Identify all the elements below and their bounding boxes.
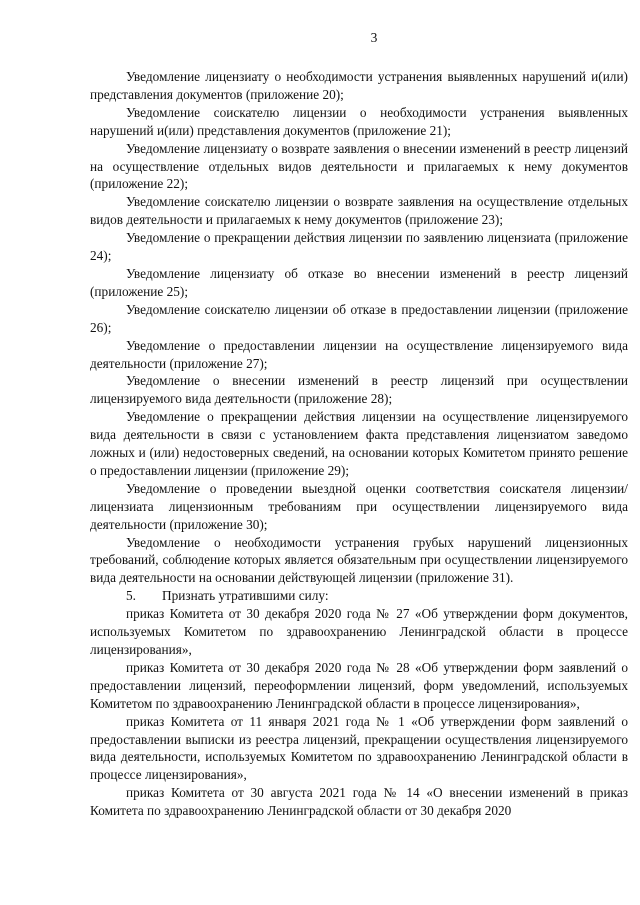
paragraph: Уведомление о прекращении действия лицензии на осуществление лицензируемого вида деятельности в связи с установлением факта представления лицензиатом заведомо ложных и (или) недостоверных сведений, на основании которых Комитетом принято решение о предоставлении лицензии (приложение 29); [90, 409, 628, 478]
paragraph: Уведомление о прекращении действия лицензии по заявлению лицензиата (приложение 24); [90, 230, 628, 264]
document-body [90, 68, 628, 820]
page-number: 3 [370, 30, 378, 45]
paragraph: приказ Комитета от 30 декабря 2020 года № 27 «Об утверждении форм документов, используемых Комитетом по здравоохранению Ленинградской области в процессе лицензирования», [90, 606, 628, 657]
item-number: 5. [126, 588, 136, 604]
item-text: Признать утратившими силу: [162, 588, 329, 604]
paragraph: Уведомление о проведении выездной оценки соответствия соискателя лицензии/лицензиата лицензионным требованиям при осуществлении лицензируемого вида деятельности (приложение 30); [90, 480, 628, 532]
paragraph: Уведомление лицензиату об отказе во внесении изменений в реестр лицензий (приложение 25); [90, 265, 628, 299]
paragraph: Уведомление о предоставлении лицензии на осуществление лицензируемого вида деятельности (приложение 27); [90, 337, 628, 371]
paragraph: приказ Комитета от 30 декабря 2020 года № 28 «Об утверждении форм заявлений о предоставлении лицензий, переоформлении лицензий, форм уведомлений, используемых Комитетом по здравоохранению Ленинградской области в процессе лицензирования», [90, 659, 628, 711]
paragraph: Уведомление соискателю лицензии о необходимости устранения выявленных нарушений и(или) представления документов (приложение 21); [90, 104, 628, 138]
paragraph: Уведомление о внесении изменений в реестр лицензий при осуществлении лицензируемого вида деятельности (приложение 28); [90, 373, 628, 407]
paragraph: Уведомление о необходимости устранения грубых нарушений лицензионных требований, соблюдение которых является обязательным при осуществлении лицензируемого вида деятельности на основании действующей лицензии (приложение 31). [90, 534, 628, 586]
paragraph: Уведомление соискателю лицензии об отказе в предоставлении лицензии (приложение 26); [90, 301, 628, 335]
numbered-paragraph [90, 587, 628, 605]
paragraph: Уведомление лицензиату о возврате заявления о внесении изменений в реестр лицензий на осуществление отдельных видов деятельности и прилагаемых к нему документов (приложение 22); [90, 140, 628, 192]
paragraph: приказ Комитета от 11 января 2021 года № 1 «Об утверждении форм заявлений о предоставлении выписки из реестра лицензий, прекращении осуществления лицензируемого вида деятельности, используемых Комитетом по здравоохранению Ленинградской области в процессе лицензирования», [90, 713, 628, 783]
paragraph: Уведомление лицензиату о необходимости устранения выявленных нарушений и(или) представления документов (приложение 20); [90, 69, 628, 102]
paragraph: Уведомление соискателю лицензии о возврате заявления на осуществление отдельных видов деятельности и прилагаемых к нему документов (приложение 23); [90, 194, 628, 228]
paragraph: приказ Комитета от 30 августа 2021 года № 14 «О внесении изменений в приказ Комитета по здравоохранению Ленинградской области от 30 декабря 2020 [90, 785, 628, 819]
